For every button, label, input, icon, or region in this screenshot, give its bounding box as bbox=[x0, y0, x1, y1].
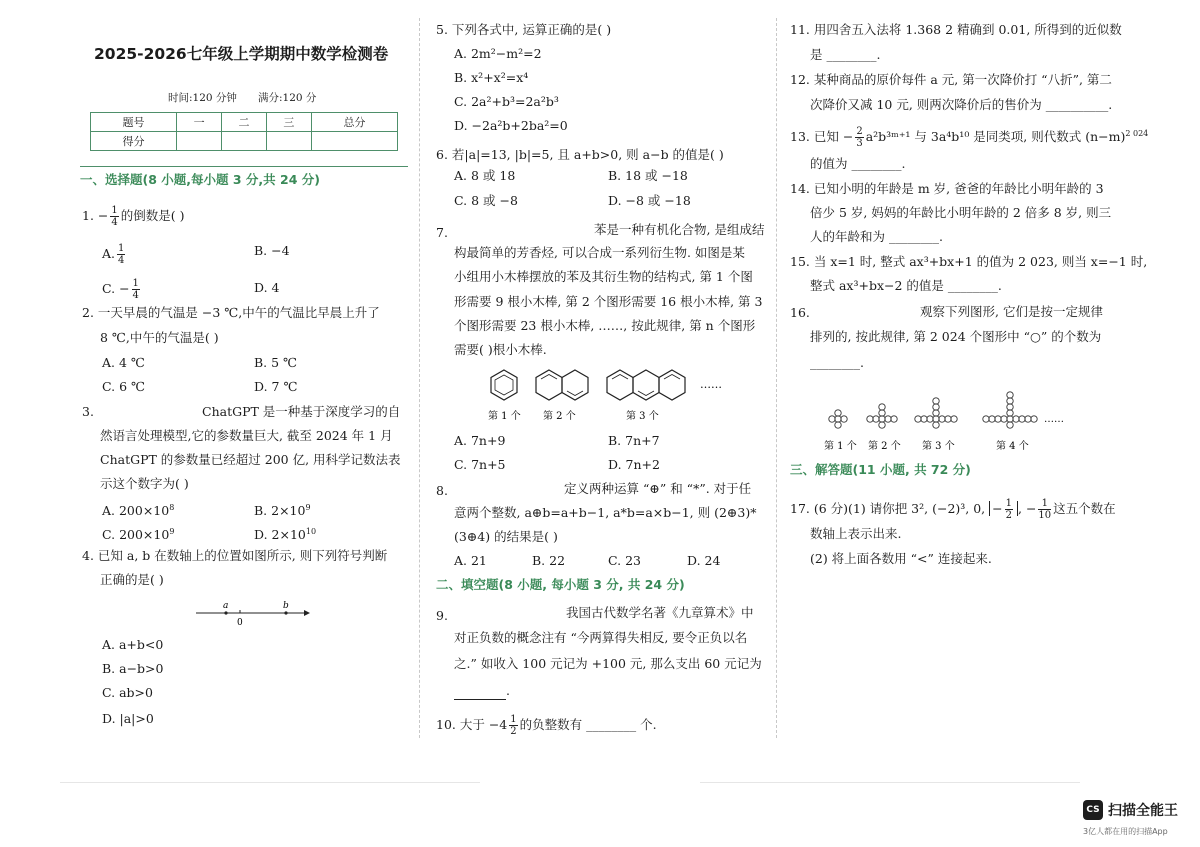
circle-pattern-figures bbox=[822, 380, 1122, 456]
question-17-line-2: 数轴上表示出来. bbox=[810, 526, 902, 541]
figure-caption-2: 第 2 个 bbox=[868, 441, 901, 452]
question-17-line-1: 17. (6 分)(1) 请你把 3², (−2)³, 0, − $\frac{1}{2}$ , − $\frac{1}{10}$ 这五个数在 bbox=[790, 498, 1116, 521]
column-3 bbox=[782, 0, 1149, 750]
question-3-line-4: 示这个数字为( ) bbox=[100, 476, 189, 491]
score-cell: 题号 bbox=[91, 113, 177, 132]
q2-option-d[interactable]: D. 7 ℃ bbox=[254, 379, 298, 394]
question-15-line-1: 15. 当 x=1 时, 整式 ax³+bx+1 的值为 2 023, 则当 x=−1 时, bbox=[790, 254, 1148, 269]
score-cell: 总分 bbox=[311, 113, 397, 132]
score-table bbox=[90, 112, 398, 151]
q7-option-d[interactable]: D. 7n+2 bbox=[608, 457, 660, 472]
q7-option-a[interactable]: A. 7n+9 bbox=[454, 433, 506, 448]
score-entry-cell[interactable] bbox=[177, 132, 222, 151]
score-cell: 得分 bbox=[91, 132, 177, 151]
question-14-line-2: 倍少 5 岁, 妈妈的年龄比小明年龄的 2 倍多 8 岁, 则三 bbox=[810, 205, 1112, 220]
question-9-number: 9. bbox=[436, 608, 448, 623]
benzene-figures bbox=[486, 366, 746, 426]
question-3-number: 3. bbox=[82, 404, 94, 419]
q4-option-b[interactable]: B. a−b>0 bbox=[102, 661, 164, 676]
q4-option-d[interactable]: D. |a|>0 bbox=[102, 711, 154, 726]
question-7-line-4: 形需要 9 根小木棒, 第 2 个图形需要 16 根小木棒, 第 3 bbox=[454, 294, 763, 309]
section-3-heading: 三、解答题(11 小题, 共 72 分) bbox=[790, 462, 971, 477]
q6-option-a[interactable]: A. 8 或 18 bbox=[454, 168, 516, 183]
question-8-number: 8. bbox=[436, 483, 448, 498]
ellipsis: …… bbox=[1044, 414, 1064, 425]
column-2 bbox=[432, 0, 772, 750]
q1-option-c[interactable]: C. − $\frac{1}{4}$ bbox=[102, 278, 139, 301]
question-1: 1. − $\frac{1}{4}$ 的倒数是( ) bbox=[82, 205, 185, 228]
question-7-line-2: 构最简单的芳香烃, 可以合成一系列衍生物. 如图是某 bbox=[454, 245, 745, 260]
question-16-line-3: ________. bbox=[810, 355, 864, 370]
label-b: b bbox=[283, 601, 289, 611]
question-14-line-3: 人的年龄和为 ________. bbox=[810, 229, 943, 244]
column-divider bbox=[419, 18, 421, 738]
question-7-number: 7. bbox=[436, 225, 448, 240]
section-1-heading: 一、选择题(8 小题,每小题 3 分,共 24 分) bbox=[80, 172, 320, 187]
q3-option-c[interactable]: C. $200\times 10^9$ bbox=[102, 527, 175, 543]
exam-full-score: 满分:120 分 bbox=[258, 92, 317, 104]
question-7-line-6: 需要( )根小木棒. bbox=[454, 342, 547, 357]
figure-caption-1: 第 1 个 bbox=[824, 441, 857, 452]
section-2-heading: 二、填空题(8 小题, 每小题 3 分, 共 24 分) bbox=[436, 577, 685, 592]
question-8-line-2: 意两个整数, a⊕b=a+b−1, a*b=a×b−1, 则 (2⊕3)* bbox=[454, 505, 757, 520]
question-16-line-2: 排列的, 按此规律, 第 2 024 个图形中 “○” 的个数为 bbox=[810, 329, 1102, 344]
q6-option-c[interactable]: C. 8 或 −8 bbox=[454, 193, 518, 208]
label-a: a bbox=[223, 601, 229, 611]
column-divider bbox=[776, 18, 778, 738]
q8-option-c[interactable]: C. 23 bbox=[608, 553, 641, 568]
figure-caption-1: 第 1 个 bbox=[488, 411, 521, 422]
point-b bbox=[284, 611, 287, 614]
score-cell: 二 bbox=[222, 113, 267, 132]
question-8-line-1: 定义两种运算 “⊕” 和 “*”. 对于任 bbox=[564, 481, 752, 496]
question-9-answer-blank[interactable]: . bbox=[454, 683, 510, 700]
question-9-line-3: 之.” 如收入 100 元记为 +100 元, 那么支出 60 元记为 bbox=[454, 656, 762, 671]
q3-option-d[interactable]: D. $2\times 10^{10}$ bbox=[254, 527, 317, 543]
fraction: $\frac{2}{3}$ bbox=[856, 126, 863, 150]
question-15-line-2: 整式 ax³+bx−2 的值是 ________. bbox=[810, 278, 1002, 293]
camscanner-slogan: 3亿人都在用的扫描App bbox=[1083, 827, 1168, 836]
q4-option-c[interactable]: C. ab>0 bbox=[102, 685, 153, 700]
score-cell: 一 bbox=[177, 113, 222, 132]
question-3-line-1: ChatGPT 是一种基于深度学习的自 bbox=[202, 404, 401, 419]
q7-option-b[interactable]: B. 7n+7 bbox=[608, 433, 660, 448]
bottom-rule bbox=[60, 782, 480, 783]
question-11-line-2: 是 ________. bbox=[810, 47, 881, 62]
ellipsis: …… bbox=[700, 378, 722, 391]
score-cell: 三 bbox=[266, 113, 311, 132]
exam-title: 2025-2026七年级上学期期中数学检测卷 bbox=[94, 45, 389, 63]
question-12-line-2: 次降价又减 10 元, 则两次降价后的售价为 __________. bbox=[810, 97, 1113, 112]
q2-option-c[interactable]: C. 6 ℃ bbox=[102, 379, 145, 394]
question-5-stem: 5. 下列各式中, 运算正确的是( ) bbox=[436, 22, 612, 37]
question-7-line-3: 小组用小木棒摆放的苯及其衍生物的结构式, 第 1 个图 bbox=[454, 269, 753, 284]
number-line-figure bbox=[190, 598, 314, 628]
figure-caption-3: 第 3 个 bbox=[626, 411, 659, 422]
question-2-line-2: 8 ℃,中午的气温是( ) bbox=[100, 330, 219, 345]
q1-option-a[interactable]: A. $\frac{1}{4}$ bbox=[102, 243, 125, 266]
question-2-line-1: 2. 一天早晨的气温是 −3 ℃,中午的气温比早晨上升了 bbox=[82, 305, 380, 320]
figure-caption-3: 第 3 个 bbox=[922, 441, 955, 452]
question-16-line-1: 观察下列图形, 它们是按一定规律 bbox=[920, 304, 1103, 319]
question-13-line-1: 13. 已知 − $\frac{2}{3}$ a²b³ᵐ⁺¹ 与 3a⁴b¹⁰ 是同类项, 则代数式 $(n-m)^{2 024}$ bbox=[790, 126, 1149, 150]
question-7-line-5: 个图形需要 23 根小木棒, ……, 按此规律, 第 n 个图形 bbox=[454, 318, 756, 333]
question-11-line-1: 11. 用四舍五入法将 1.368 2 精确到 0.01, 所得到的近似数 bbox=[790, 22, 1122, 37]
circle-icon bbox=[829, 416, 835, 422]
figure-caption-4: 第 4 个 bbox=[996, 441, 1029, 452]
q5-option-a[interactable]: A. 2m²−m²=2 bbox=[454, 46, 542, 61]
q6-option-b[interactable]: B. 18 或 −18 bbox=[608, 168, 688, 183]
q8-option-d[interactable]: D. 24 bbox=[687, 553, 721, 568]
q4-option-a[interactable]: A. a+b<0 bbox=[102, 637, 164, 652]
question-6-stem: 6. 若|a|=13, |b|=5, 且 a+b>0, 则 a−b 的值是( ) bbox=[436, 147, 724, 162]
score-entry-cell[interactable] bbox=[266, 132, 311, 151]
q3-option-a[interactable]: A. $200\times 10^8$ bbox=[102, 503, 175, 519]
arrow-head-icon bbox=[304, 610, 310, 616]
question-17-line-3: (2) 将上面各数用 “<” 连接起来. bbox=[810, 551, 992, 566]
question-9-line-1: 我国古代数学名著《九章算术》中 bbox=[566, 605, 754, 620]
q2-option-a[interactable]: A. 4 ℃ bbox=[102, 355, 145, 370]
label-0: 0 bbox=[237, 618, 243, 628]
question-7-line-1: 苯是一种有机化合物, 是组成结 bbox=[594, 222, 765, 237]
section-divider bbox=[80, 166, 408, 167]
question-4-line-2: 正确的是( ) bbox=[100, 572, 164, 587]
question-3-line-2: 然语言处理模型,它的参数量巨大, 截至 2024 年 1 月 bbox=[100, 428, 393, 443]
q5-option-b[interactable]: B. x²+x²=x⁴ bbox=[454, 70, 529, 85]
score-entry-cell[interactable] bbox=[222, 132, 267, 151]
camscanner-logo-icon: CS bbox=[1083, 800, 1103, 820]
question-10: 10. 大于 −4 $\frac{1}{2}$ 的负整数有 ________ 个. bbox=[436, 714, 657, 737]
exam-time: 时间:120 分钟 bbox=[168, 92, 237, 104]
q5-option-c[interactable]: C. 2a²+b³=2a²b³ bbox=[454, 94, 559, 109]
point-a bbox=[224, 611, 227, 614]
camscanner-brand: 扫描全能王 bbox=[1108, 803, 1178, 819]
q8-option-a[interactable]: A. 21 bbox=[454, 553, 487, 568]
fraction: $\frac{1}{4}$ bbox=[111, 205, 118, 228]
question-14-line-1: 14. 已知小明的年龄是 m 岁, 爸爸的年龄比小明年龄的 3 bbox=[790, 181, 1104, 196]
question-12-line-1: 12. 某种商品的原价每件 a 元, 第一次降价打 “八折”, 第二 bbox=[790, 72, 1112, 87]
q2-option-b[interactable]: B. 5 ℃ bbox=[254, 355, 298, 370]
question-13-line-2: 的值为 ________. bbox=[810, 156, 906, 171]
score-entry-cell[interactable] bbox=[311, 132, 397, 151]
q6-option-d[interactable]: D. −8 或 −18 bbox=[608, 193, 691, 208]
q7-option-c[interactable]: C. 7n+5 bbox=[454, 457, 506, 472]
question-16-number: 16. bbox=[790, 305, 810, 320]
figure-caption-2: 第 2 个 bbox=[543, 411, 576, 422]
q1-option-b[interactable]: B. −4 bbox=[254, 243, 290, 258]
score-table-header-row bbox=[91, 113, 398, 132]
q1-option-d[interactable]: D. 4 bbox=[254, 280, 280, 295]
fraction: $\frac{1}{2}$ bbox=[510, 714, 517, 737]
score-table-score-row bbox=[91, 132, 398, 151]
question-4-line-1: 4. 已知 a, b 在数轴上的位置如图所示, 则下列符号判断 bbox=[82, 548, 388, 563]
question-9-line-2: 对正负数的概念注有 “今两算得失相反, 要令正负以名 bbox=[454, 630, 748, 645]
q3-option-b[interactable]: B. $2\times 10^9$ bbox=[254, 503, 311, 519]
bottom-rule bbox=[700, 782, 1080, 783]
q5-option-d[interactable]: D. −2a²b+2ba²=0 bbox=[454, 118, 568, 133]
question-8-line-3: (3⊕4) 的结果是( ) bbox=[454, 529, 558, 544]
column-1 bbox=[72, 0, 408, 750]
q8-option-b[interactable]: B. 22 bbox=[532, 553, 566, 568]
question-3-line-3: ChatGPT 的参数量已经超过 200 亿, 用科学记数法表 bbox=[100, 452, 401, 467]
